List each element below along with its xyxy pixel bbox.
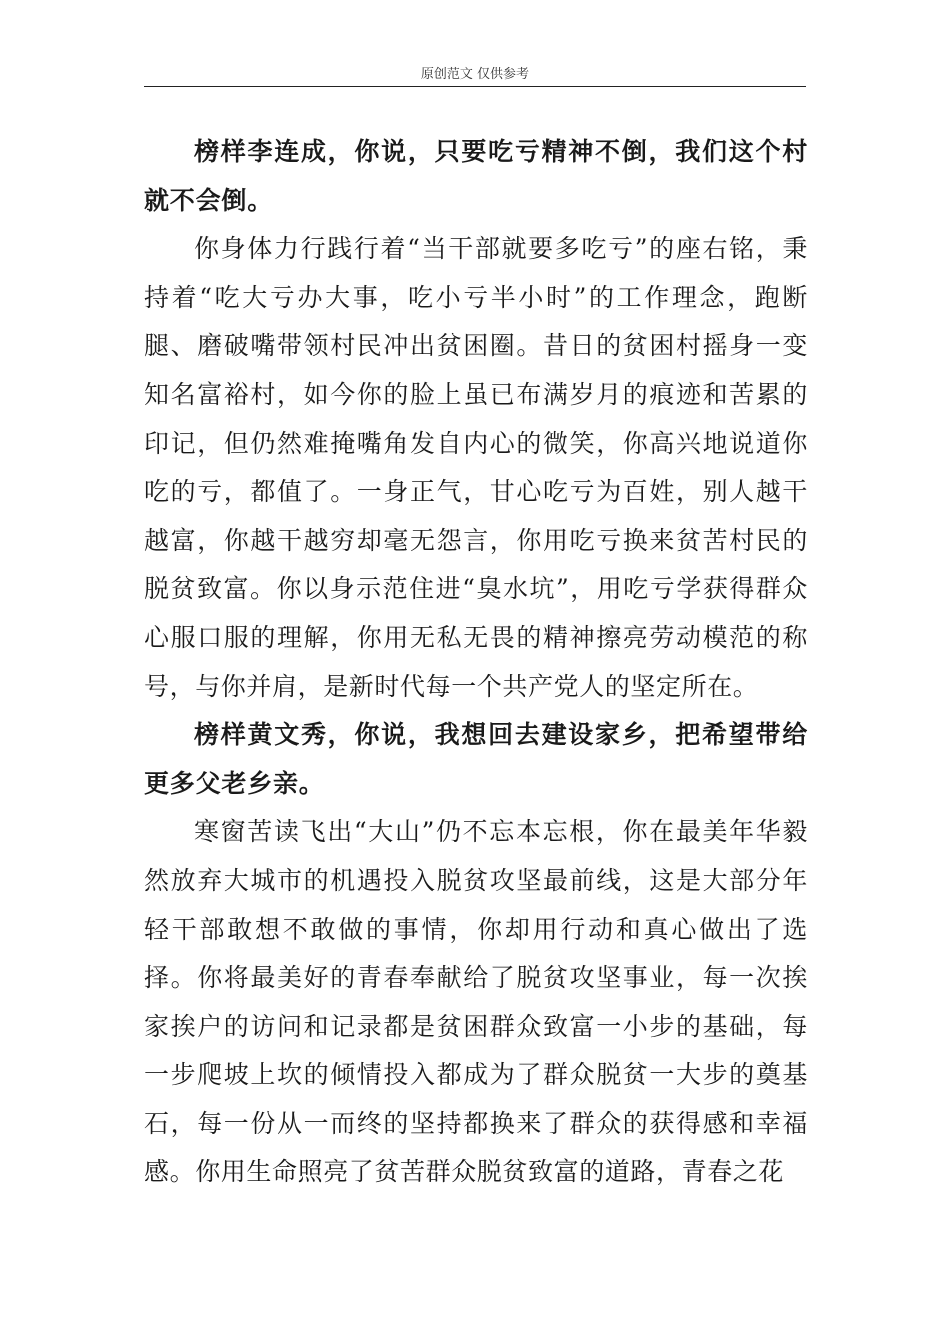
header-text: 原创范文 仅供参考: [420, 67, 530, 82]
document-body: [144, 128, 808, 1197]
body-paragraph-huang-wenxiu: 寒窗苦读飞出“大山”仍不忘本忘根，你在最美年华毅然放弃大城市的机遇投入脱贫攻坚最前线，这是大部分年轻干部敢想不敢做的事情，你却用行动和真心做出了选择。你将最美好的青春奉献给了脱贫攻坚事业，每一次挨家挨户的访问和记录都是贫困群众致富一小步的基础，每一步爬坡上坎的倾情投入都成为了群众脱贫一大步的奠基石，每一份从一而终的坚持都换来了群众的获得感和幸福感。你用生命照亮了贫苦群众脱贫致富的道路，青春之花: [144, 817, 808, 1187]
body-paragraph-li-liancheng: 你身体力行践行着“当干部就要多吃亏”的座右铭，秉持着“吃大亏办大事，吃小亏半小时”的工作理念，跑断腿、磨破嘴带领村民冲出贫困圈。昔日的贫困村摇身一变知名富裕村，如今你的脸上虽已布满岁月的痕迹和苦累的印记，但仍然难掩嘴角发自内心的微笑，你高兴地说道你吃的亏，都值了。一身正气，甘心吃亏为百姓，别人越干越富，你越干越穷却毫无怨言，你用吃亏换来贫苦村民的脱贫致富。你以身示范住进“臭水坑”，用吃亏学获得群众心服口服的理解，你用无私无畏的精神擦亮劳动模范的称号，与你并肩，是新时代每一个共产党人的坚定所在。: [144, 234, 808, 701]
page-header: [144, 66, 806, 87]
heading-paragraph-huang-wenxiu: 榜样黄文秀，你说，我想回去建设家乡，把希望带给更多父老乡亲。: [144, 720, 808, 798]
heading-paragraph-li-liancheng: 榜样李连成，你说，只要吃亏精神不倒，我们这个村就不会倒。: [144, 137, 808, 215]
